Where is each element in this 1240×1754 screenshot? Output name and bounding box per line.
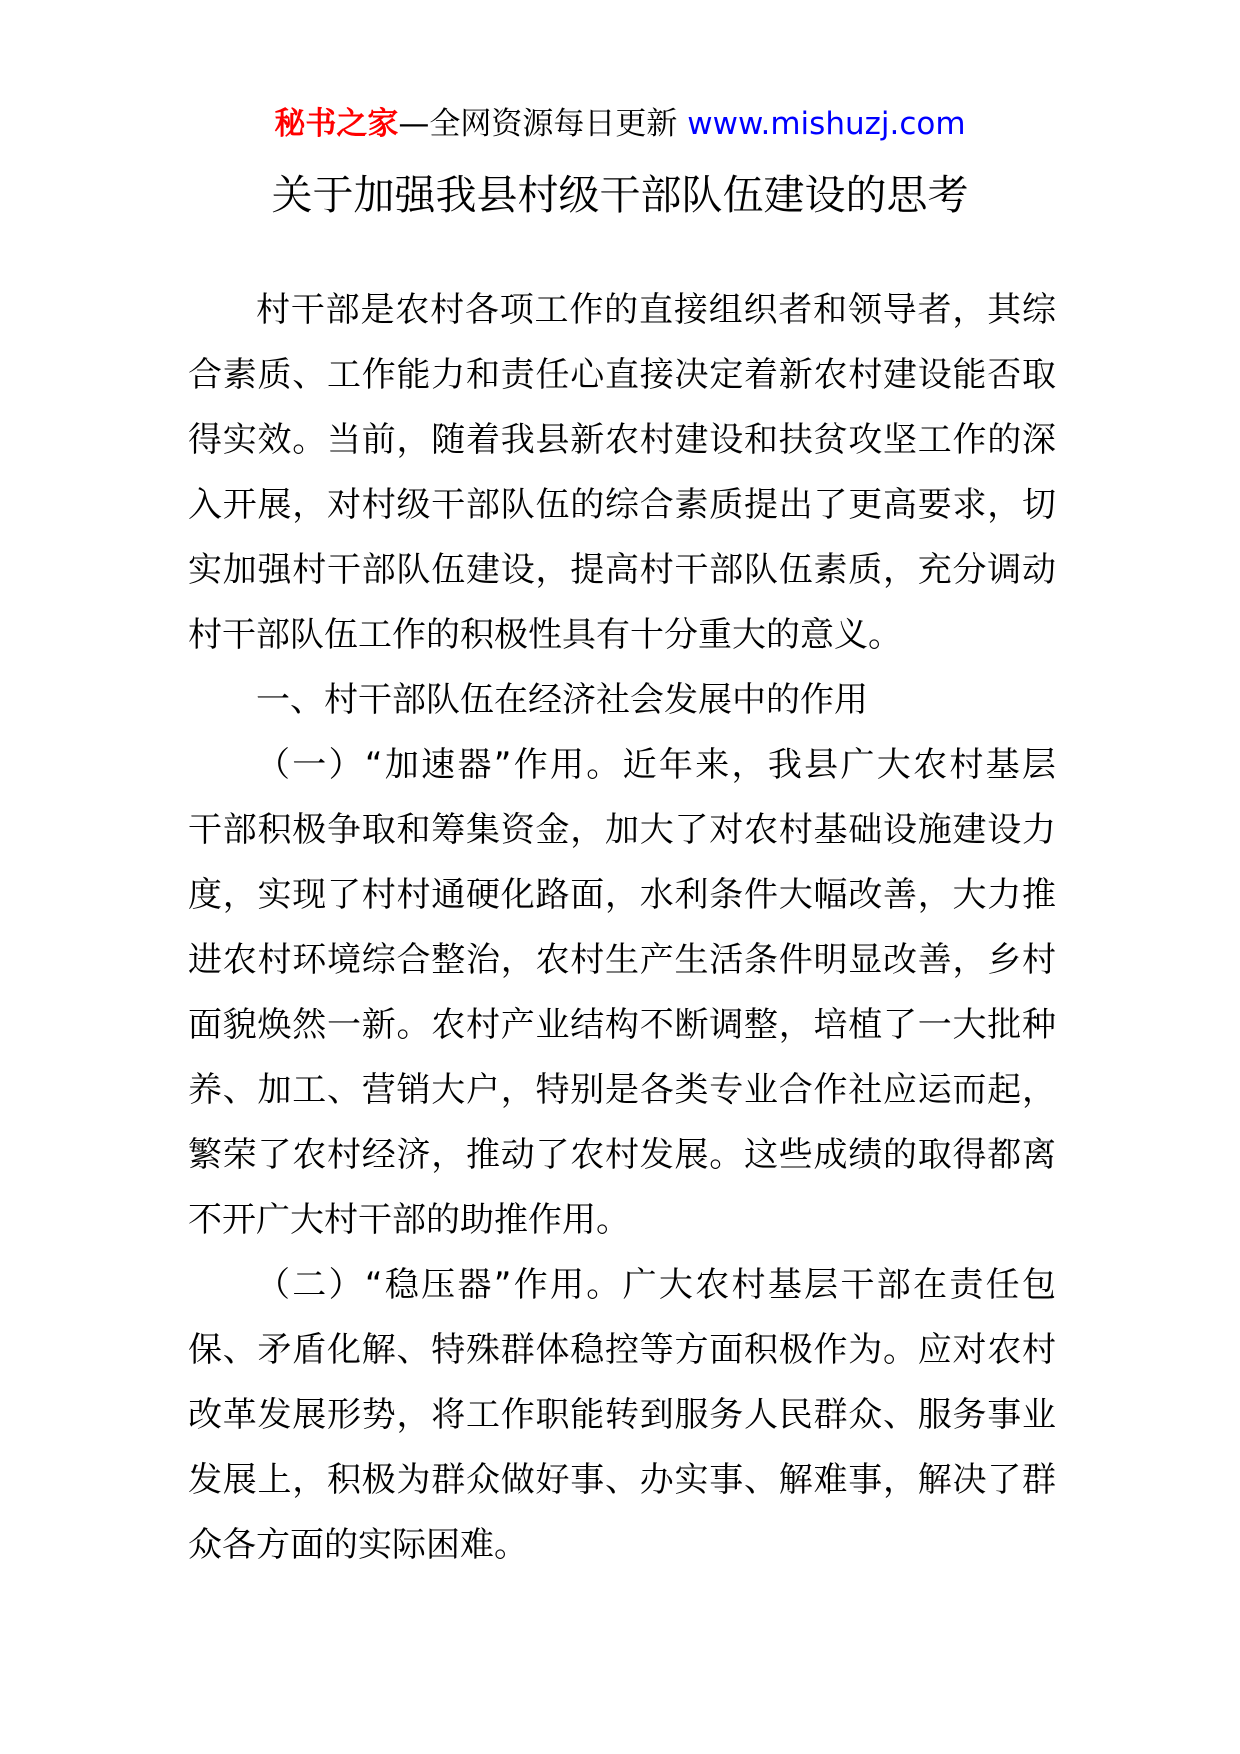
site-url-link[interactable]: www.mishuzj.com bbox=[687, 106, 966, 142]
paragraph-line: 众各方面的实际困难。 bbox=[188, 1525, 528, 1565]
paragraph-line: 合素质、工作能力和责任心直接决定着新农村建设能否取 bbox=[188, 355, 1056, 395]
paragraph-line: 村干部是农村各项工作的直接组织者和领导者，其综 bbox=[256, 290, 1056, 330]
paragraph-line: 改革发展形势，将工作职能转到服务人民群众、服务事业 bbox=[188, 1395, 1056, 1435]
paragraph-line: 不开广大村干部的助推作用。 bbox=[188, 1200, 630, 1240]
document-title: 关于加强我县村级干部队伍建设的思考 bbox=[271, 171, 969, 219]
paragraph-line: 实加强村干部队伍建设，提高村干部队伍素质，充分调动 bbox=[188, 550, 1056, 590]
document-body bbox=[188, 292, 1056, 1592]
paragraph-line: 养、加工、营销大户，特别是各类专业合作社应运而起， bbox=[188, 1070, 1056, 1110]
site-slogan: —全网资源每日更新 bbox=[398, 106, 688, 142]
site-header bbox=[0, 98, 1240, 150]
section-heading: 一、村干部队伍在经济社会发展中的作用 bbox=[256, 680, 868, 720]
paragraph-line: 保、矛盾化解、特殊群体稳控等方面积极作为。应对农村 bbox=[188, 1330, 1056, 1370]
paragraph-line: 干部积极争取和筹集资金，加大了对农村基础设施建设力 bbox=[188, 810, 1056, 850]
paragraph-line: （二）“稳压器”作用。广大农村基层干部在责任包 bbox=[256, 1265, 1056, 1305]
paragraph-line: （一）“加速器”作用。近年来，我县广大农村基层 bbox=[256, 745, 1056, 785]
paragraph-line: 发展上，积极为群众做好事、办实事、解难事，解决了群 bbox=[188, 1460, 1056, 1500]
paragraph-line: 度，实现了村村通硬化路面，水利条件大幅改善，大力推 bbox=[188, 875, 1056, 915]
site-brand: 秘书之家 bbox=[274, 106, 399, 142]
paragraph-line: 村干部队伍工作的积极性具有十分重大的意义。 bbox=[188, 615, 902, 655]
paragraph-line: 得实效。当前，随着我县新农村建设和扶贫攻坚工作的深 bbox=[188, 420, 1056, 460]
paragraph-line: 面貌焕然一新。农村产业结构不断调整，培植了一大批种 bbox=[188, 1005, 1056, 1045]
paragraph-line: 进农村环境综合整治，农村生产生活条件明显改善，乡村 bbox=[188, 940, 1056, 980]
paragraph-line: 入开展，对村级干部队伍的综合素质提出了更高要求，切 bbox=[188, 485, 1056, 525]
paragraph-line: 繁荣了农村经济，推动了农村发展。这些成绩的取得都离 bbox=[188, 1135, 1056, 1175]
